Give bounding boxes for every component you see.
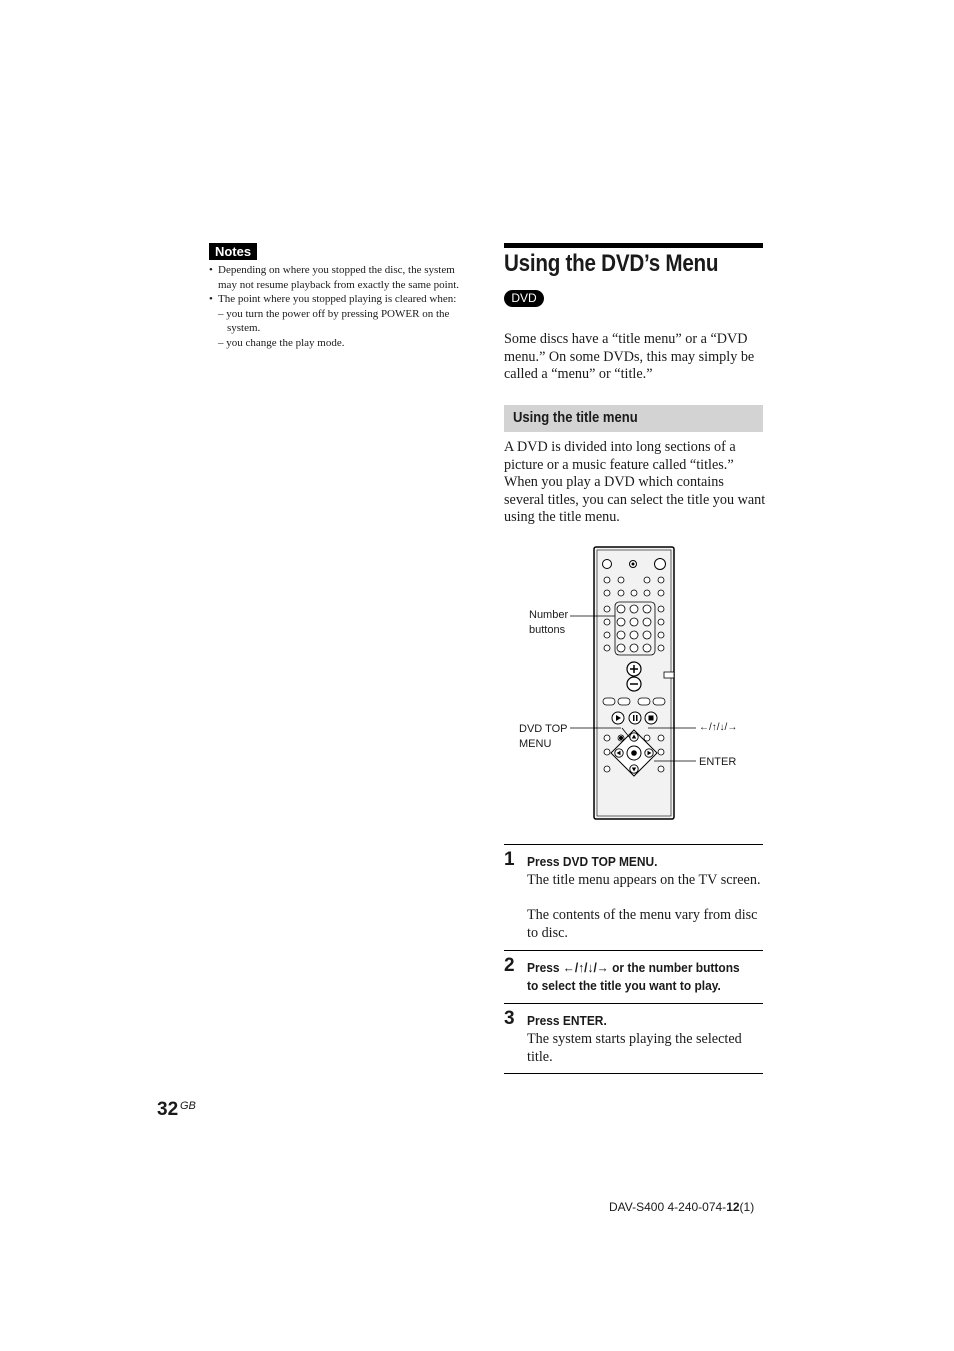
model-code-bold: 12 xyxy=(726,1200,740,1214)
callout-enter: ENTER xyxy=(699,756,737,768)
step-rule xyxy=(504,950,763,951)
heading-rule xyxy=(504,243,763,248)
note-item xyxy=(209,292,464,307)
callout-line: buttons xyxy=(529,624,566,636)
note-subitem: – you turn the power off by pressing POWER on the system. xyxy=(218,307,450,334)
model-code-prefix: DAV-S400 4-240-074- xyxy=(609,1200,727,1214)
step-rule xyxy=(504,844,763,845)
page-title: Using the DVD’s Menu xyxy=(504,250,719,277)
note-item xyxy=(209,263,464,292)
notes-list xyxy=(209,263,464,350)
section-body: A DVD is divided into long sections of a picture or a music feature called “titles.” When you play a DVD which contains several titles, you can select the title you want using the title menu. xyxy=(504,439,766,526)
model-code-suffix: (1) xyxy=(739,1200,755,1214)
callout-line: DVD TOP xyxy=(519,723,568,735)
callout-line: MENU xyxy=(519,738,552,750)
callout-dvd-top-menu xyxy=(519,722,568,752)
callout-number-buttons xyxy=(529,608,568,638)
callout-line: Number xyxy=(529,609,569,621)
note-text: Depending on where you stopped the disc, the system may not resume playback from exactly the same point. xyxy=(218,264,460,291)
section-title: Using the title menu xyxy=(513,410,638,426)
step-rule xyxy=(504,1073,763,1074)
page-number: 32 xyxy=(157,1099,179,1120)
step-heading: Press ←/↑/↓/→ or the number buttons to select the title you want to play. xyxy=(527,960,740,993)
step-heading: Press DVD TOP MENU. xyxy=(527,854,658,869)
note-subitem: – you change the play mode. xyxy=(218,336,345,349)
notes-badge: Notes xyxy=(209,243,257,260)
step-number: 3 xyxy=(504,1008,515,1029)
note-text: The point where you stopped playing is cleared when: xyxy=(218,293,457,305)
callout-lines xyxy=(560,600,710,770)
bullet: • xyxy=(209,264,213,276)
dvd-badge: DVD xyxy=(504,290,544,307)
step-description: The title menu appears on the TV screen. xyxy=(527,872,761,888)
callout-arrow-buttons: ←/↑/↓/→ xyxy=(699,722,738,733)
model-code xyxy=(609,1200,754,1214)
bullet: • xyxy=(209,293,213,305)
step-description: The contents of the menu vary from disc to disc. xyxy=(527,907,758,941)
step-description: The system starts playing the selected title. xyxy=(527,1031,742,1065)
step-rule xyxy=(504,1003,763,1004)
intro-paragraph: Some discs have a “title menu” or a “DVD menu.” On some DVDs, this may simply be called a “menu” or “title.” xyxy=(504,331,755,383)
step-number: 1 xyxy=(504,849,515,870)
step-number: 2 xyxy=(504,955,515,976)
page-number-suffix: GB xyxy=(180,1100,196,1112)
step-heading: Press ENTER. xyxy=(527,1013,607,1028)
